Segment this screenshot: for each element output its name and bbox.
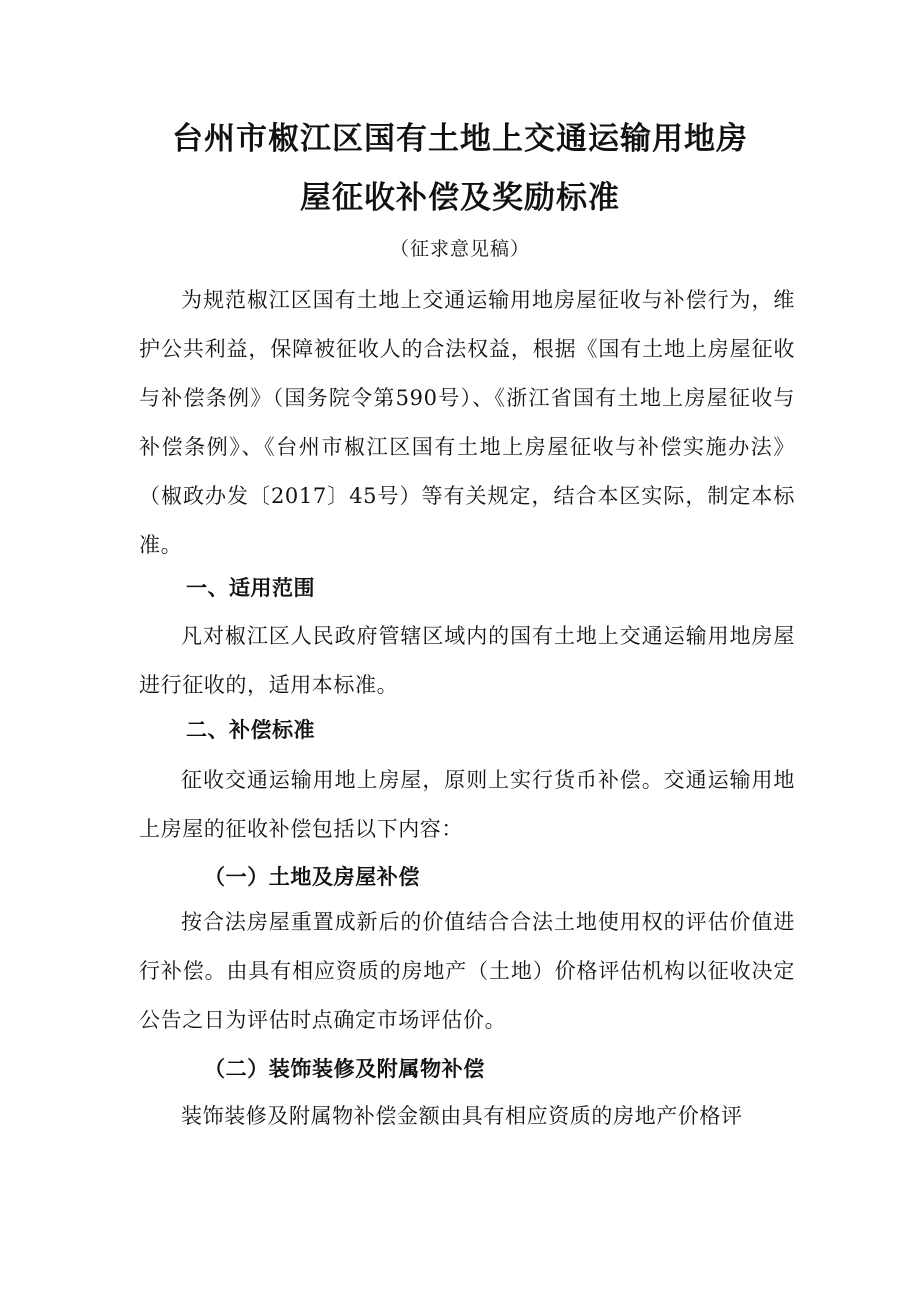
subsection-heading-land-house: （一）土地及房屋补偿 (204, 864, 420, 889)
scope-paragraph: 凡对椒江区人民政府管辖区域内的国有土地上交通运输用地房屋进行征收的，适用本标准。 (139, 624, 795, 697)
decoration-paragraph: 装饰装修及附属物补偿金额由具有相应资质的房地产价格评 (181, 1104, 743, 1128)
subsection-heading-decoration: （二）装饰装修及附属物补偿 (204, 1056, 485, 1081)
land-house-paragraph: 按合法房屋重置成新后的价值结合合法土地使用权的评估价值进行补偿。由具有相应资质的房地产（土地）价格评估机构以征收决定公告之日为评估时点确定市场评估价。 (139, 910, 795, 1032)
intro-paragraph: 为规范椒江区国有土地上交通运输用地房屋征收与补偿行为，维护公共利益，保障被征收人的合法权益，根据《国有土地上房屋征收与补偿条例》（国务院令第590号）、《浙江省国有土地上房屋征收与补偿条例》、《台州市椒江区国有土地上房屋征收与补偿实施办法》（椒政办发〔2017〕45号）等有关规定，结合本区实际，制定本标准。 (139, 288, 795, 557)
document-title-line-2: 屋征收补偿及奖励标准 (300, 180, 620, 216)
section-heading-compensation: 二、补偿标准 (186, 718, 315, 742)
compensation-paragraph: 征收交通运输用地上房屋，原则上实行货币补偿。交通运输用地上房屋的征收补偿包括以下内容： (139, 768, 795, 841)
section-heading-scope: 一、适用范围 (186, 576, 315, 600)
document-title-line-1: 台州市椒江区国有土地上交通运输用地房 (172, 121, 748, 157)
document-subtitle: （征求意见稿） (389, 238, 530, 260)
